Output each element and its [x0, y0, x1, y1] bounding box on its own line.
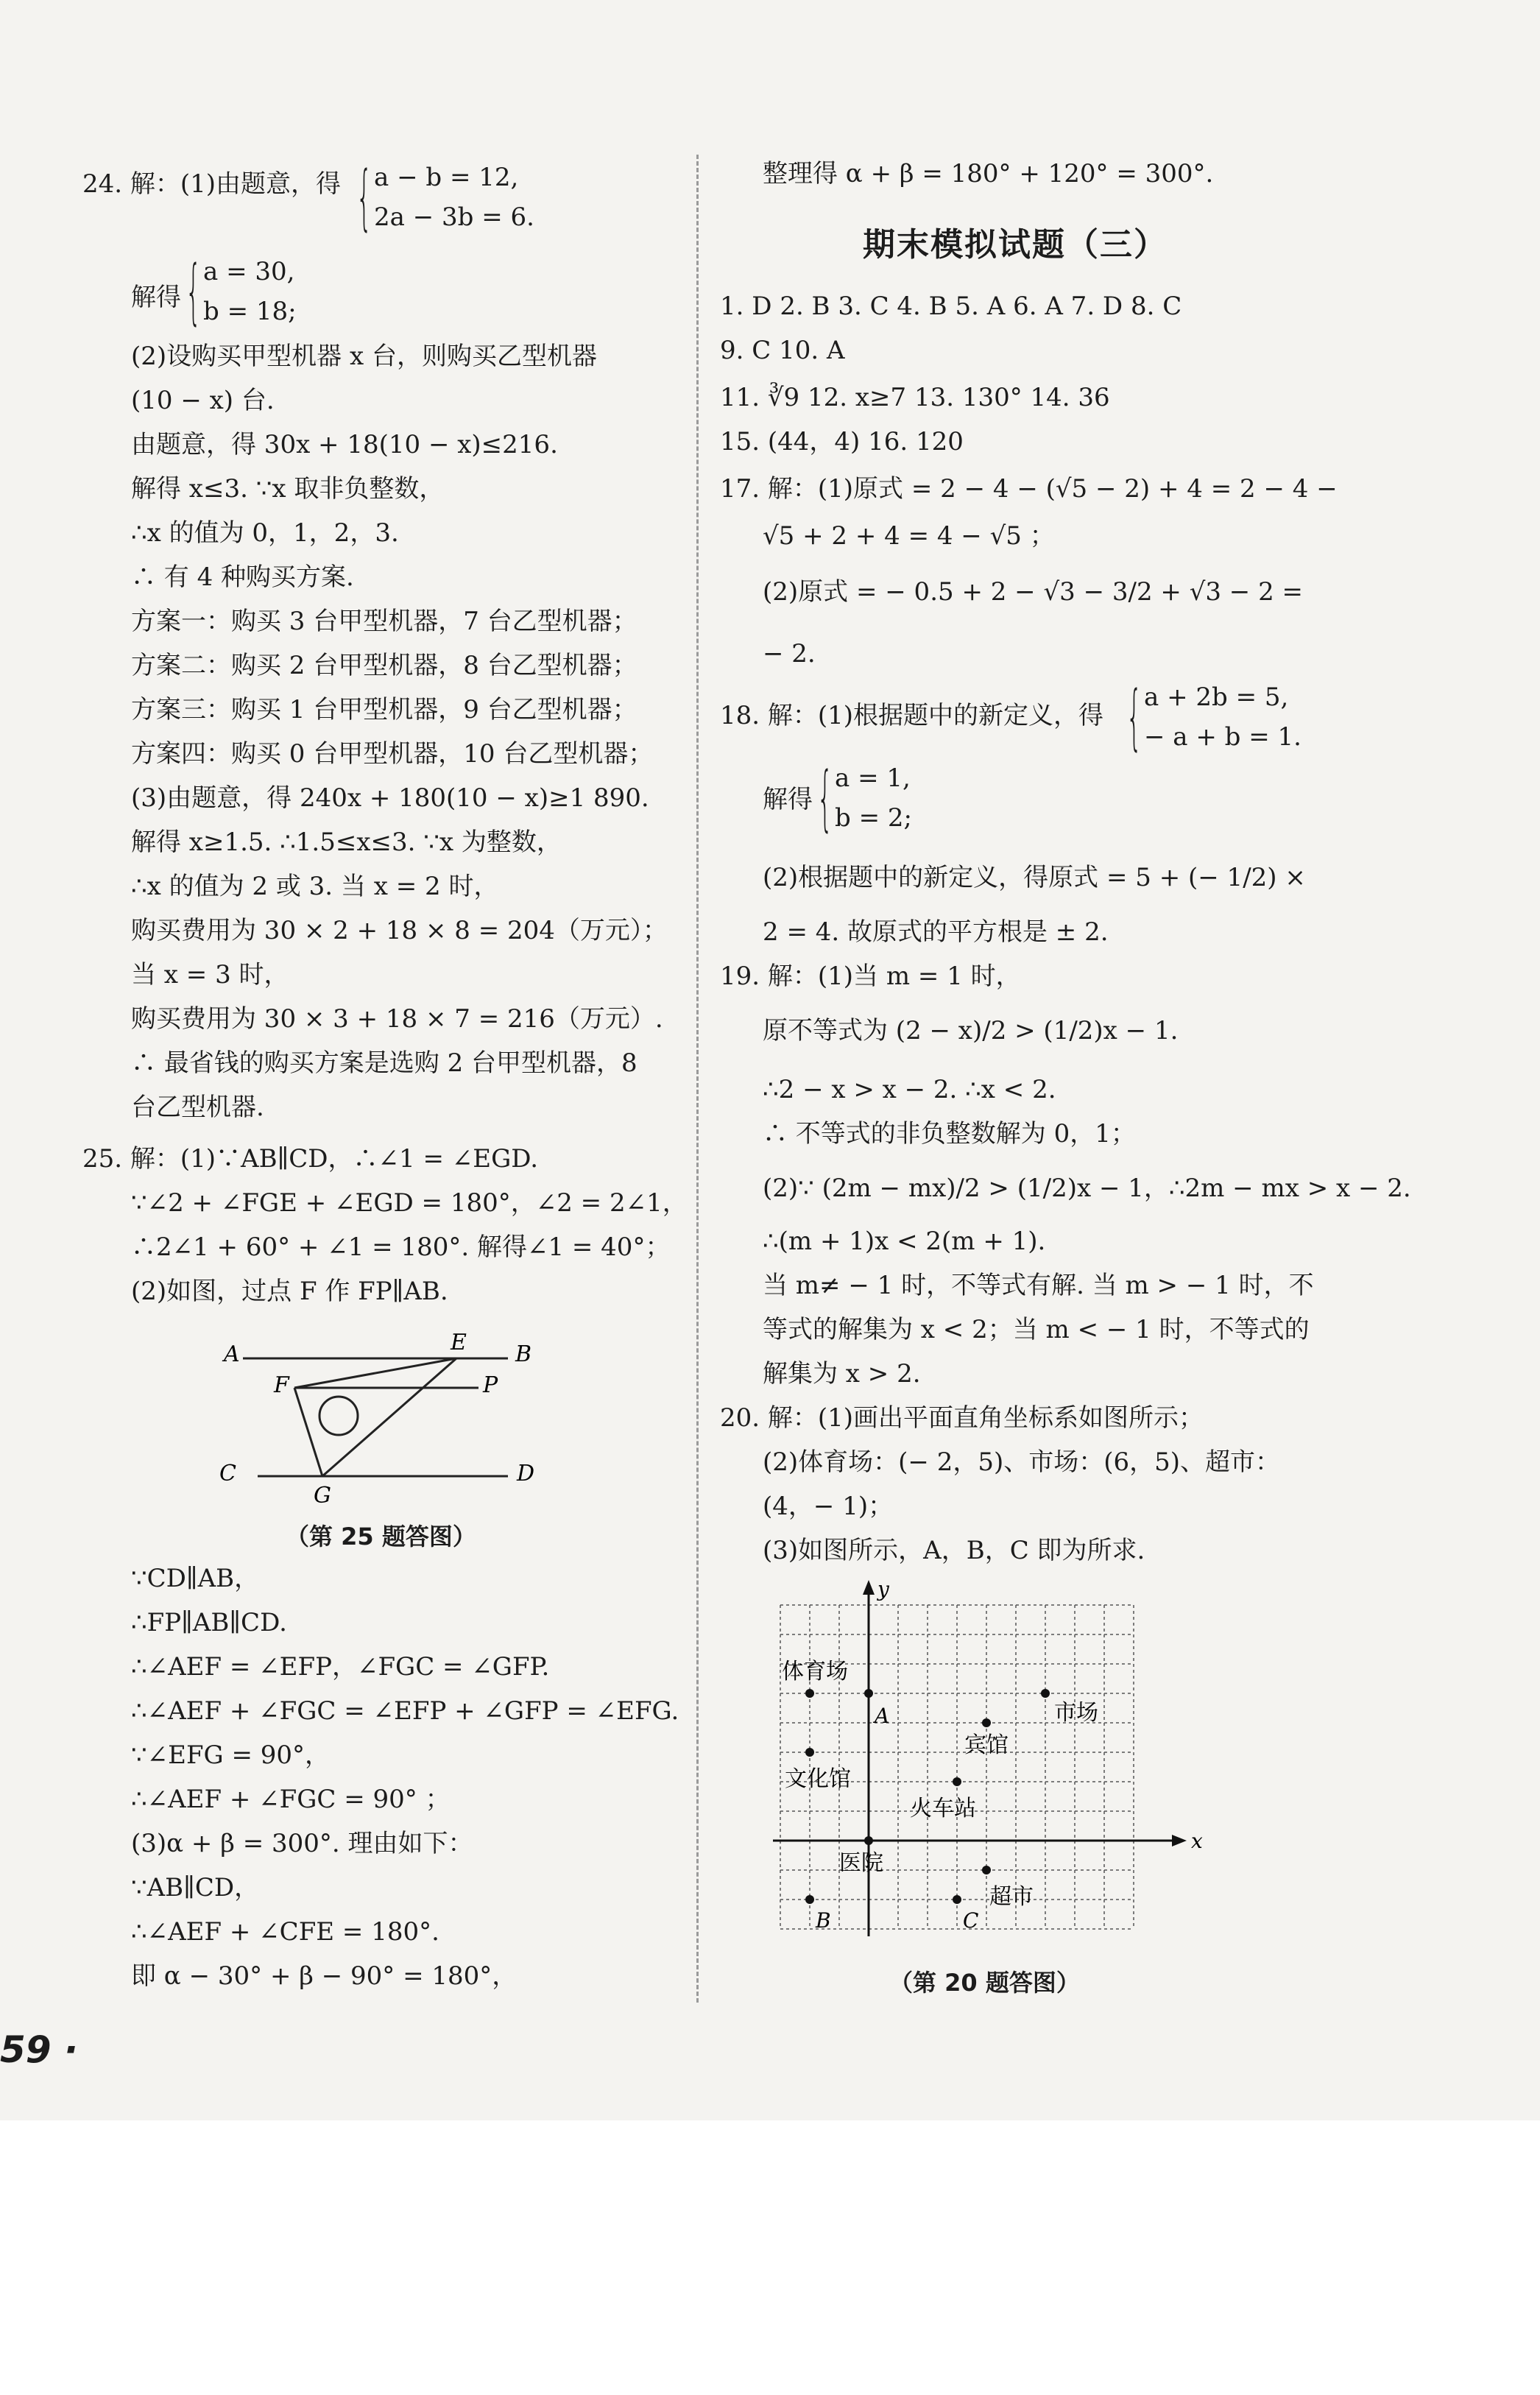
q25-line: ∵AB∥CD，	[131, 1873, 260, 1902]
q24-line: 当 x = 3 时，	[131, 960, 289, 990]
segment-ef	[294, 1358, 456, 1388]
section-title: 期末模拟试题（三）	[863, 226, 1168, 264]
label-point-b: B	[816, 1908, 831, 1933]
point-supermarket	[982, 1866, 991, 1874]
q24-line: 购买费用为 30 × 3 + 18 × 7 = 216（万元）.	[131, 1004, 663, 1034]
q24-solve-label: 解得	[131, 283, 181, 312]
label-e: E	[451, 1330, 467, 1355]
figure-20-grid	[766, 1576, 1222, 1966]
answer-row: 9. C 10. A	[720, 336, 845, 365]
point-culture	[805, 1748, 814, 1757]
q24-line: 方案四：购买 0 台甲型机器，10 台乙型机器；	[131, 739, 654, 769]
q25-conclusion: 整理得 α + β = 180° + 120° = 300°.	[763, 159, 1214, 188]
q24-line: ∴x 的值为 0，1，2，3.	[131, 518, 399, 548]
page-number: 59 ·	[0, 2028, 78, 2071]
label-culture: 文化馆	[785, 1766, 851, 1792]
q20-line: 20. 解：(1)画出平面直角坐标系如图所示；	[720, 1403, 1204, 1433]
q20-line: (2)体育场：(− 2，5)、市场：(6，5)、超市：	[763, 1447, 1281, 1477]
point-hotel	[982, 1718, 991, 1727]
q25-line: (2)如图，过点 F 作 FP∥AB.	[131, 1277, 448, 1306]
q24-line: (3)由题意，得 240x + 180(10 − x)≥1 890.	[131, 783, 649, 813]
figure-20-caption: （第 20 题答图）	[889, 1969, 1080, 1997]
label-g: G	[314, 1483, 331, 1509]
label-p: P	[483, 1372, 498, 1398]
q25-line: ∴FP∥AB∥CD.	[131, 1608, 287, 1637]
q19-line: 19. 解：(1)当 m = 1 时，	[720, 962, 1021, 991]
brace: {	[1126, 676, 1142, 758]
q19-line: 原不等式为 (2 − x)/2 > (1/2)x − 1.	[763, 1016, 1179, 1045]
q25-line: ∵∠2 + ∠FGE + ∠EGD = 180°，∠2 = 2∠1，	[131, 1188, 688, 1218]
q25-line: ∴∠AEF + ∠FGC = 90° ；	[131, 1785, 451, 1814]
q17-line: √5 + 2 + 4 = 4 − √5 ；	[763, 521, 1055, 551]
q25-line: ∴2∠1 + 60° + ∠1 = 180°. 解得∠1 = 40°；	[131, 1232, 671, 1262]
circle	[319, 1397, 358, 1435]
q24-line: 台乙型机器.	[131, 1093, 264, 1122]
figure-25-caption: （第 25 题答图）	[286, 1523, 476, 1551]
q18-solve-label: 解得	[763, 785, 813, 814]
label-supermarket: 超市	[989, 1884, 1034, 1910]
q25-line: 25. 解：(1)∵AB∥CD，∴∠1 = ∠EGD.	[82, 1144, 539, 1174]
point-a	[864, 1689, 873, 1698]
label-point-a: A	[875, 1704, 890, 1728]
point-station	[953, 1777, 961, 1786]
label-hospital: 医院	[839, 1850, 883, 1876]
blank-bottom-margin	[0, 2120, 1540, 2395]
q24-line: (10 − x) 台.	[131, 386, 275, 415]
point-market	[1041, 1689, 1050, 1698]
label-gym: 体育场	[782, 1659, 848, 1685]
q18-line: 2 = 4. 故原式的平方根是 ± 2.	[763, 917, 1109, 947]
q19-line: ∴ 不等式的非负整数解为 0，1；	[763, 1119, 1136, 1149]
q24-line1: 24. 解：(1)由题意，得	[82, 169, 342, 199]
answer-row: 15. (44，4) 16. 120	[720, 427, 964, 456]
q24-line: ∴ 最省钱的购买方案是选购 2 台甲型机器，8	[131, 1048, 637, 1078]
y-axis-arrow-icon	[863, 1580, 875, 1595]
label-c: C	[219, 1461, 236, 1486]
q19-line: (2)∵ (2m − mx)/2 > (1/2)x − 1，∴2m − mx > x − 2.	[763, 1174, 1411, 1203]
q25-line: ∴∠AEF + ∠CFE = 180°.	[131, 1917, 439, 1947]
point-hospital	[864, 1836, 873, 1845]
q19-line: ∴(m + 1)x < 2(m + 1).	[763, 1227, 1046, 1256]
figure-25	[213, 1314, 567, 1520]
y-axis-label: y	[877, 1577, 889, 1601]
q25-line: ∴∠AEF = ∠EFP，∠FGC = ∠GFP.	[131, 1652, 550, 1682]
x-axis-arrow-icon	[1172, 1835, 1187, 1846]
label-hotel: 宾馆	[964, 1732, 1009, 1758]
q25-line: ∵CD∥AB，	[131, 1564, 260, 1593]
point-b	[805, 1895, 814, 1904]
q24-line: ∴x 的值为 2 或 3. 当 x = 2 时，	[131, 872, 499, 901]
label-a: A	[224, 1341, 240, 1367]
q24-line: 方案二：购买 2 台甲型机器，8 台乙型机器；	[131, 651, 637, 680]
brace: {	[817, 757, 833, 839]
segment-fg	[294, 1388, 322, 1476]
q24-line: 购买费用为 30 × 2 + 18 × 8 = 204（万元）；	[131, 916, 668, 945]
label-b: B	[515, 1341, 532, 1367]
q24-line: 由题意，得 30x + 18(10 − x)≤216.	[131, 430, 558, 459]
answer-row: 11. ∛9 12. x≥7 13. 130° 14. 36	[720, 383, 1110, 412]
q19-line: 解集为 x > 2.	[763, 1359, 921, 1389]
q19-line: 等式的解集为 x < 2；当 m < − 1 时，不等式的	[763, 1315, 1310, 1344]
answer-row: 1. D 2. B 3. C 4. B 5. A 6. A 7. D 8. C	[720, 292, 1182, 321]
q25-line: ∵∠EFG = 90°，	[131, 1740, 331, 1770]
q24-line: 解得 x≤3. ∵x 取非负整数，	[131, 474, 445, 504]
brace: {	[186, 250, 202, 333]
q18-line: (2)根据题中的新定义，得原式 = 5 + (− 1/2) ×	[763, 863, 1306, 892]
segment-eg	[322, 1358, 456, 1476]
q18-line1: 18. 解：(1)根据题中的新定义，得	[720, 701, 1104, 730]
q25-line: (3)α + β = 300°. 理由如下：	[131, 1829, 473, 1858]
q24-line: 方案一：购买 3 台甲型机器，7 台乙型机器；	[131, 607, 637, 636]
q19-line: ∴2 − x > x − 2. ∴x < 2.	[763, 1075, 1056, 1104]
q24-line: (2)设购买甲型机器 x 台，则购买乙型机器	[131, 342, 597, 371]
column-divider	[696, 155, 699, 2003]
q25-line: ∴∠AEF + ∠FGC = ∠EFP + ∠GFP = ∠EFG.	[131, 1696, 679, 1726]
q25-line: 即 α − 30° + β − 90° = 180°，	[131, 1961, 518, 1991]
point-c	[953, 1895, 961, 1904]
q17-line: (2)原式 = − 0.5 + 2 − √3 − 3/2 + √3 − 2 =	[763, 577, 1304, 607]
q24-line: ∴ 有 4 种购买方案.	[131, 562, 354, 592]
label-station: 火车站	[910, 1796, 976, 1821]
q24-line: 解得 x≥1.5. ∴1.5≤x≤3. ∵x 为整数，	[131, 828, 562, 857]
q24-line: 方案三：购买 1 台甲型机器，9 台乙型机器；	[131, 695, 637, 724]
label-point-c: C	[963, 1908, 979, 1933]
q19-line: 当 m≠ − 1 时，不等式有解. 当 m > − 1 时，不	[763, 1271, 1314, 1300]
q17-line: − 2.	[763, 639, 816, 669]
label-market: 市场	[1054, 1700, 1098, 1726]
q20-line: (3)如图所示，A，B，C 即为所求.	[763, 1536, 1145, 1565]
point-gym	[805, 1689, 814, 1698]
label-f: F	[274, 1372, 289, 1398]
x-axis-label: x	[1191, 1829, 1203, 1853]
q20-line: (4，− 1)；	[763, 1492, 894, 1521]
q17-line: 17. 解：(1)原式 = 2 − 4 − (√5 − 2) + 4 = 2 − 4 −	[720, 474, 1338, 504]
label-d: D	[517, 1461, 535, 1486]
brace: {	[356, 156, 372, 239]
